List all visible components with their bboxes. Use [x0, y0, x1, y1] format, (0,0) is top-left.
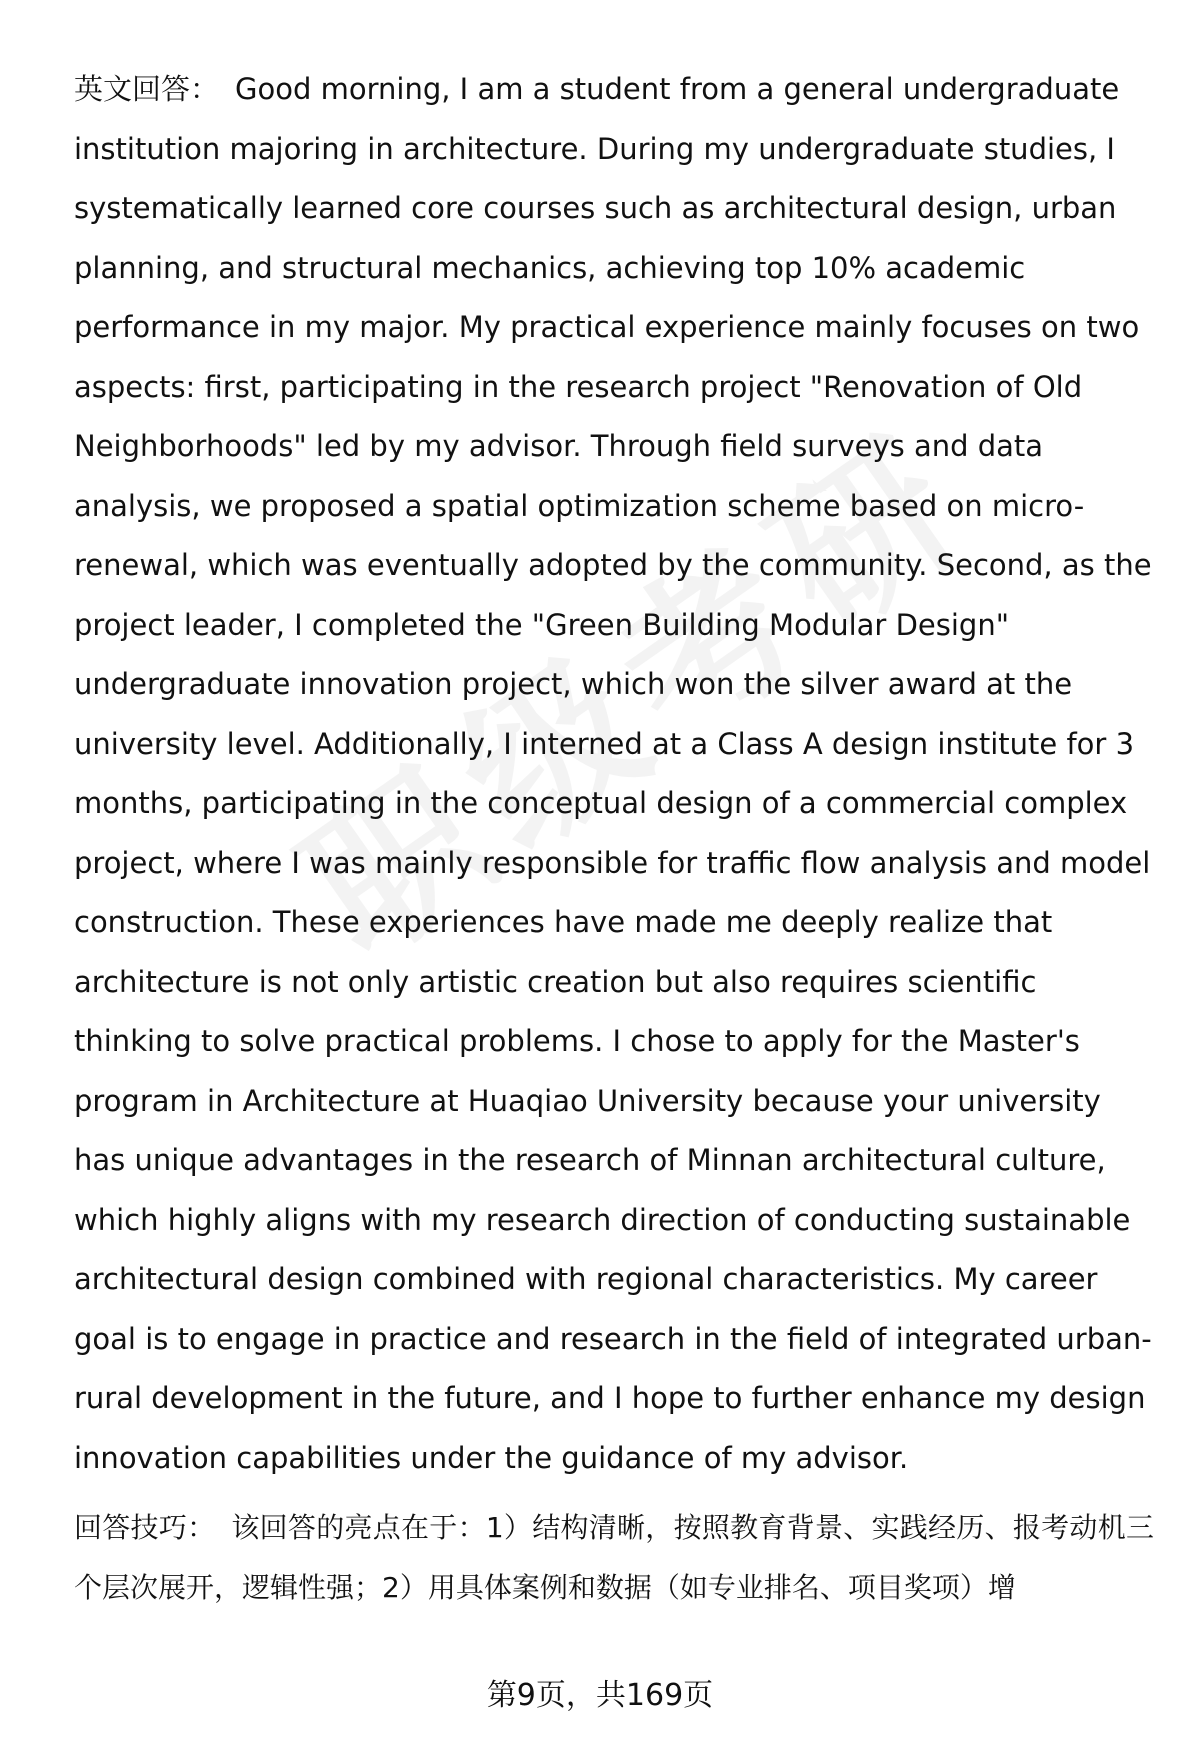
- answer-tips-text: 该回答的亮点在于：1）结构清晰，按照教育背景、实践经历、报考动机三个层次展开，逻辑性强；2）用具体案例和数据（如专业排名、项目奖项）增: [74, 1511, 1154, 1604]
- answer-tips-label: 回答技巧：: [74, 1511, 216, 1544]
- english-answer-label: 英文回答：: [74, 72, 220, 106]
- answer-tips-paragraph: [74, 1498, 1154, 1617]
- page-footer: 第9页，共169页: [486, 1678, 714, 1713]
- english-answer-paragraph: [74, 60, 1154, 1488]
- english-answer-text: Good morning, I am a student from a general undergraduate institution majoring in architecture. During my undergraduate studies, I systematically learned core courses such as architectural design, urban planning, and structural mechanics, achieving top 10% academic performance in my major. My practical experience mainly focuses on two aspects: first, participating in the research project "Renovation of Old Neighborhoods" led by my advisor. Through field surveys and data analysis, we proposed a spatial optimization scheme based on micro-renewal, which was eventually adopted by the community. Second, as the project leader, I completed the "Green Building Modular Design" undergraduate innovation project, which won the silver award at the university level. Additionally, I interned at a Class A design institute for 3 months, participating in the conceptual design of a commercial complex project, where I was mainly responsible for traffic flow analysis and model construction. These experiences have made me deeply realize that architecture is not only artistic creation but also requires scientific thinking to solve practical problems. I chose to apply for the Master's program in Architecture at Huaqiao University because your university has unique advantages in the research of Minnan architectural culture, which highly aligns with my research direction of conducting sustainable architectural design combined with regional characteristics. My career goal is to engage in practice and research in the field of integrated urban-rural development in the future, and I hope to further enhance my design innovation capabilities under the guidance of my advisor.: [74, 72, 1152, 1475]
- page-content: [74, 60, 1154, 1617]
